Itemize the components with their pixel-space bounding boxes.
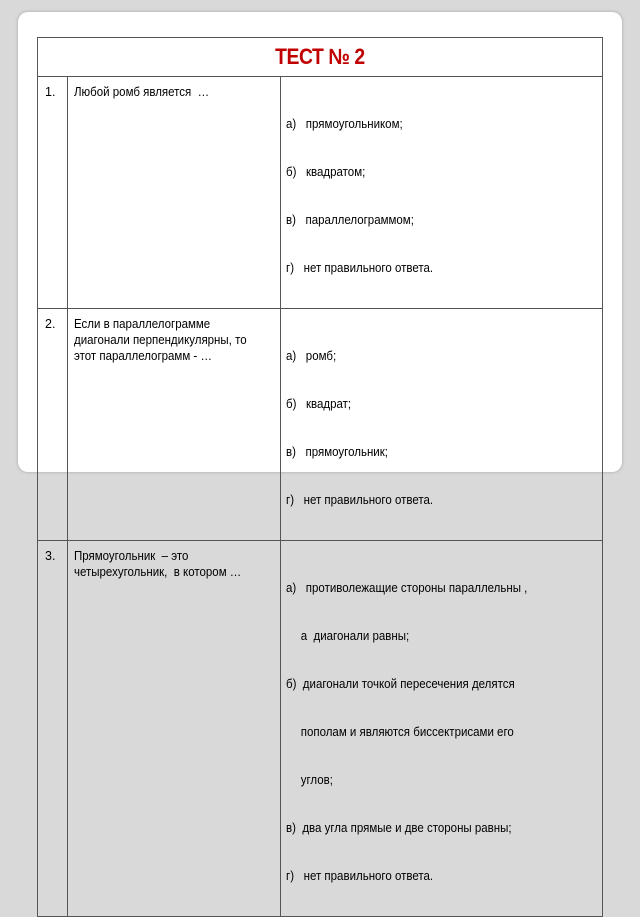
test-table — [37, 37, 603, 917]
answer-option: б) диагонали точкой пересечения делятся — [286, 677, 515, 691]
test-title: ТЕСТ № 2 — [275, 44, 365, 69]
answer-option: в) параллелограммом; — [286, 213, 414, 227]
answer-option: в) два угла прямые и две стороны равны; — [286, 821, 512, 835]
answer-option: г) нет правильного ответа. — [286, 493, 434, 507]
question-number: 1. — [38, 77, 68, 309]
answer-option: а) ромб; — [286, 349, 337, 363]
question-text: Если в параллелограмме диагонали перпендикулярны, то этот параллелограмм - … — [68, 309, 281, 541]
question-text: Прямоугольник – это четырехугольник, в котором … — [68, 541, 281, 917]
answer-option: б) квадрат; — [286, 397, 352, 411]
answer-options — [281, 541, 603, 917]
answer-options — [281, 309, 603, 541]
question-number: 2. — [38, 309, 68, 541]
question-text: Любой ромб является … — [68, 77, 281, 309]
question-row-2 — [38, 309, 603, 541]
answer-option: а) прямоугольником; — [286, 117, 403, 131]
question-row-1 — [38, 77, 603, 309]
answer-option: г) нет правильного ответа. — [286, 261, 434, 275]
answer-options — [281, 77, 603, 309]
question-row-3 — [38, 541, 603, 917]
answer-option: а) противолежащие стороны параллельны , — [286, 581, 528, 595]
title-cell — [38, 38, 603, 77]
answer-option: в) прямоугольник; — [286, 445, 388, 459]
answer-option: г) нет правильного ответа. — [286, 869, 434, 883]
answer-option: б) квадратом; — [286, 165, 366, 179]
question-number: 3. — [38, 541, 68, 917]
answer-option-continuation: пополам и являются биссектрисами его — [300, 725, 514, 739]
answer-option-continuation: а диагонали равны; — [300, 629, 410, 643]
answer-option-continuation: углов; — [300, 773, 333, 787]
